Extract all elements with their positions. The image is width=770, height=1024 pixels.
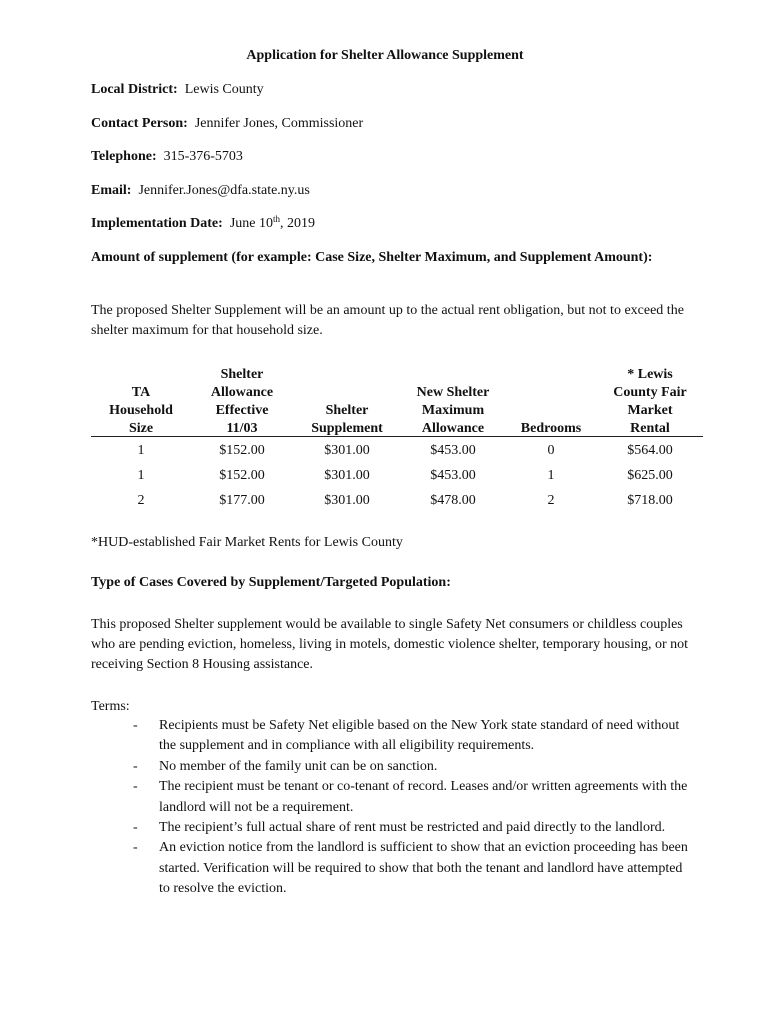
- dash-marker: -: [133, 718, 138, 733]
- telephone-value: 315-376-5703: [163, 149, 243, 164]
- email-value: Jennifer.Jones@dfa.state.ny.us: [138, 183, 310, 198]
- implementation-date-label: Implementation Date:: [91, 216, 223, 231]
- table-cell: $625.00: [627, 468, 673, 483]
- terms-label: Terms:: [91, 699, 130, 714]
- table-cell: $177.00: [219, 493, 265, 508]
- cases-paragraph: This proposed Shelter supplement would be available to single Safety Net consumers or childless couples who are pending eviction, homeless, living in motels, domestic violence shelter, temporary housing, or not receiving Section 8 Housing assistance.: [91, 617, 689, 672]
- table-cell: $564.00: [627, 443, 673, 458]
- terms-list: [133, 716, 693, 900]
- contact-person-field: [91, 114, 363, 134]
- table-header-rule: [91, 436, 703, 437]
- table-cell: $453.00: [430, 443, 476, 458]
- dash-marker: -: [133, 758, 138, 774]
- list-item: - The recipient’s full actual share of rent must be restricted and paid directly to the landlord.: [133, 818, 693, 838]
- table-cell: 2: [137, 493, 145, 508]
- dash-marker: -: [133, 820, 138, 836]
- implementation-date-value: June 10th, 2019: [229, 214, 315, 231]
- table-cell: 2: [547, 493, 555, 508]
- contact-person-value: Jennifer Jones, Commissioner: [194, 116, 364, 131]
- header-shelter-supplement: Shelter Supplement: [311, 403, 383, 436]
- email-field: [91, 181, 310, 201]
- table-cell: $152.00: [219, 468, 265, 483]
- list-item: - Recipients must be Safety Net eligible based on the New York state standard of need without the supplement and in compliance with all eligibility requirements.: [133, 718, 680, 754]
- table-cell: 0: [547, 443, 555, 458]
- header-bedrooms: Bedrooms: [520, 421, 582, 436]
- table-cell: 1: [547, 468, 555, 483]
- table-cell: 1: [137, 468, 145, 483]
- document-title: Application for Shelter Allowance Supplement: [246, 48, 524, 63]
- telephone-field: [91, 147, 243, 167]
- header-ta-household-size: TA Household Size: [109, 385, 173, 436]
- cases-heading: Type of Cases Covered by Supplement/Targeted Population:: [91, 575, 451, 590]
- table-cell: 1: [137, 443, 145, 458]
- contact-person-label: Contact Person:: [91, 116, 188, 131]
- header-new-shelter-maximum: New Shelter Maximum Allowance: [416, 385, 490, 436]
- table-cell: $453.00: [430, 468, 476, 483]
- local-district-field: [91, 80, 264, 100]
- amount-paragraph: The proposed Shelter Supplement will be an amount up to the actual rent obligation, but not to exceed the shelter maximum for that household size.: [91, 303, 684, 338]
- telephone-label: Telephone:: [91, 149, 157, 164]
- dash-marker: -: [133, 840, 138, 856]
- amount-heading: Amount of supplement (for example: Case Size, Shelter Maximum, and Supplement Amount):: [91, 250, 653, 265]
- table-footnote: *HUD-established Fair Market Rents for Lewis County: [91, 535, 403, 550]
- email-label: Email:: [91, 183, 132, 198]
- implementation-date-field: [91, 214, 315, 234]
- table-cell: $152.00: [219, 443, 265, 458]
- list-item: - An eviction notice from the landlord is sufficient to show that an eviction proceeding has been started. Verification will be required to show that both the tenant and landlord have attempted to resolve the eviction.: [133, 840, 688, 897]
- table-cell: $301.00: [324, 468, 370, 483]
- table-cell: $301.00: [324, 493, 370, 508]
- list-item: - The recipient must be tenant or co-tenant of record. Leases and/or written agreements with the landlord will not be a requirement.: [133, 779, 688, 815]
- table-cell: $478.00: [430, 493, 476, 508]
- table-cell: $718.00: [627, 493, 673, 508]
- header-fair-market-rental: * Lewis County Fair Market Rental: [613, 367, 687, 436]
- list-item: - No member of the family unit can be on sanction.: [133, 757, 693, 777]
- header-shelter-allowance: Shelter Allowance Effective 11/03: [210, 367, 274, 436]
- dash-marker: -: [133, 779, 138, 795]
- table-cell: $301.00: [324, 443, 370, 458]
- local-district-value: Lewis County: [184, 82, 264, 97]
- local-district-label: Local District:: [91, 82, 178, 97]
